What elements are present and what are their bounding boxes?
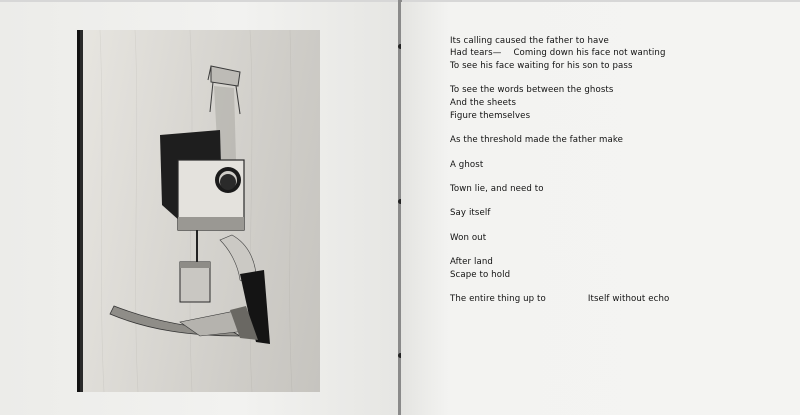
- poem-line: [450, 48, 666, 58]
- sculpture-photograph: [80, 30, 320, 392]
- poem-line-fragment: Had tears—: [450, 48, 502, 58]
- poem-line: A ghost: [450, 160, 484, 170]
- poem-line: Won out: [450, 233, 487, 243]
- poem-line: Figure themselves: [450, 111, 531, 121]
- poem-line-fragment: The entire thing up to: [450, 294, 546, 304]
- poem-line: Scape to hold: [450, 270, 511, 280]
- sculpture-image: [80, 30, 320, 392]
- poem-line: And the sheets: [450, 98, 517, 108]
- poem-line: Say itself: [450, 208, 491, 218]
- poem-line-fragment: Coming down his face not wanting: [513, 48, 666, 58]
- poem-line: As the threshold made the father make: [450, 135, 624, 145]
- poem-line: Town lie, and need to: [450, 184, 544, 194]
- poem-line: To see the words between the ghosts: [450, 85, 614, 95]
- poem-line: Its calling caused the father to have: [450, 36, 609, 46]
- poem-line-fragment: Itself without echo: [587, 294, 670, 304]
- left-page: [0, 2, 399, 415]
- poem-line: After land: [450, 257, 493, 267]
- poem-line: [450, 294, 669, 304]
- poem-line: To see his face waiting for his son to pass: [450, 61, 633, 71]
